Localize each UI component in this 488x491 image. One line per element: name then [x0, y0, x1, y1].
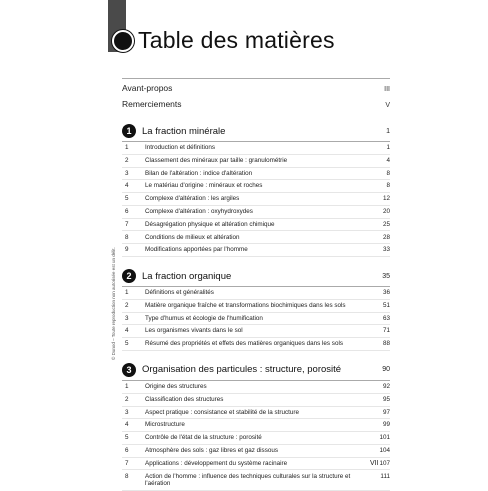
section-number: 2 [125, 395, 129, 403]
section-title: Aspect pratique : consistance et stabilité de la structure [145, 408, 300, 416]
chapter-heading[interactable] [122, 361, 390, 381]
chapter-list [122, 122, 390, 491]
section-title: Conditions de milieux et altération [145, 233, 240, 241]
chapter-2 [122, 267, 390, 351]
toc-section-row[interactable] [122, 219, 390, 232]
toc-entry-page: V [385, 102, 390, 109]
section-number: 1 [125, 144, 129, 152]
section-page: 88 [382, 340, 390, 348]
toc-section-row[interactable] [122, 432, 390, 445]
section-number: 7 [125, 459, 129, 467]
chapter-page: 90 [382, 366, 390, 374]
section-number: 8 [125, 233, 129, 241]
section-page: 95 [382, 395, 390, 403]
section-number: 3 [125, 408, 129, 416]
section-title: Contrôle de l'état de la structure : porosité [145, 434, 262, 442]
toc-entry-title: Remerciements [122, 99, 182, 109]
chapter-3 [122, 361, 390, 491]
toc-section-row[interactable] [122, 142, 390, 155]
page-number: VII [370, 460, 379, 467]
section-page: 8 [386, 182, 390, 190]
section-number: 4 [125, 182, 129, 190]
toc-section-row[interactable] [122, 458, 390, 471]
section-number: 4 [125, 421, 129, 429]
toc-section-row[interactable] [122, 193, 390, 206]
chapter-title: La fraction organique [142, 270, 232, 282]
section-page: 25 [382, 220, 390, 228]
toc-section-row[interactable] [122, 381, 390, 394]
toc-section-row[interactable] [122, 287, 390, 300]
section-page: 8 [386, 169, 390, 177]
toc-section-row[interactable] [122, 394, 390, 407]
section-title: Bilan de l'altération : indice d'altération [145, 169, 253, 177]
section-title: Modifications apportées par l'homme [145, 246, 248, 254]
section-page: 1 [386, 144, 390, 152]
chapter-heading[interactable] [122, 267, 390, 287]
section-title: Type d'humus et écologie de l'humification [145, 314, 263, 322]
section-title: Classement des minéraux par taille : granulométrie [145, 156, 288, 164]
section-number: 5 [125, 195, 129, 203]
chapter-page: 1 [386, 127, 390, 135]
toc-section-row[interactable] [122, 313, 390, 326]
section-page: 101 [379, 434, 390, 442]
section-number: 2 [125, 301, 129, 309]
section-title: Applications : développement du système racinaire [145, 459, 288, 467]
section-page: 111 [380, 472, 390, 480]
section-title: Les organismes vivants dans le sol [145, 327, 243, 335]
page-title: Table des matières [138, 27, 335, 53]
section-number: 3 [125, 169, 129, 177]
section-title: Le matériau d'origine : minéraux et roches [145, 182, 263, 190]
section-number: 6 [125, 446, 129, 454]
table-of-contents [122, 78, 390, 491]
toc-section-row[interactable] [122, 180, 390, 193]
toc-entry-avant-propos[interactable] [122, 78, 390, 96]
section-number: 4 [125, 327, 129, 335]
section-title: Résumé des propriétés et effets des matières organiques dans les sols [145, 340, 343, 348]
chapter-page: 35 [382, 272, 390, 280]
section-number: 8 [125, 472, 129, 480]
section-title: Définitions et généralités [145, 289, 214, 297]
section-page: 4 [386, 156, 390, 164]
chapter-1 [122, 122, 390, 257]
section-page: 33 [382, 246, 390, 254]
section-number: 7 [125, 220, 129, 228]
section-number: 6 [125, 208, 129, 215]
section-title: Complexe d'altération : oxyhydroxydes [145, 208, 253, 215]
chapter-title: Organisation des particules : structure, porosité [142, 364, 342, 376]
toc-section-row[interactable] [122, 338, 390, 351]
copyright-notice: © Dunod – Toute reproduction non autorisée est un délit. [111, 247, 116, 360]
toc-section-row[interactable] [122, 206, 390, 219]
bullet-icon [112, 30, 134, 52]
section-title: Matière organique fraîche et transformations biochimiques dans les sols [145, 301, 346, 309]
toc-entry-title: Avant-propos [122, 83, 173, 93]
toc-section-row[interactable] [122, 407, 390, 420]
chapter-number-badge: 1 [122, 124, 136, 138]
section-page: 71 [382, 327, 390, 335]
section-page: 92 [382, 383, 390, 391]
toc-section-row[interactable] [122, 231, 390, 244]
section-number: 2 [125, 156, 129, 164]
section-page: 51 [382, 301, 390, 309]
section-page: 20 [382, 208, 390, 215]
section-number: 5 [125, 434, 129, 442]
section-title: Microstructure [145, 421, 185, 429]
chapter-heading[interactable] [122, 122, 390, 142]
section-title: Origine des structures [145, 383, 207, 391]
section-title: Complexe d'altération : les argiles [145, 195, 240, 203]
section-number: 1 [125, 289, 129, 297]
section-title: Action de l'homme : influence des techniques culturales sur la structure et l'aération [145, 472, 351, 488]
section-title: Introduction et définitions [145, 144, 216, 152]
section-page: 97 [382, 408, 390, 416]
section-title: Désagrégation physique et altération chimique [145, 220, 275, 228]
chapter-title: La fraction minérale [142, 125, 226, 137]
section-page: 107 [379, 459, 390, 467]
toc-section-row[interactable] [122, 244, 390, 257]
section-page: 63 [382, 314, 390, 322]
section-page: 104 [379, 446, 390, 454]
toc-entry-remerciements[interactable] [122, 96, 390, 112]
chapter-number-badge: 2 [122, 269, 136, 283]
chapter-number-badge: 3 [122, 363, 136, 377]
toc-entry-page: III [384, 86, 390, 93]
section-number: 1 [125, 383, 129, 391]
toc-section-row[interactable] [122, 445, 390, 458]
section-number: 9 [125, 246, 129, 254]
section-title: Atmosphère des sols : gaz libres et gaz dissous [145, 446, 279, 454]
section-number: 3 [125, 314, 129, 322]
section-number: 5 [125, 340, 129, 348]
section-page: 12 [382, 195, 390, 203]
section-title: Classification des structures [145, 395, 224, 403]
section-page: 36 [382, 289, 390, 297]
section-page: 99 [382, 421, 390, 429]
toc-section-row[interactable] [122, 168, 390, 181]
toc-section-row[interactable] [122, 155, 390, 168]
toc-section-row[interactable] [122, 419, 390, 432]
toc-section-row[interactable] [122, 300, 390, 313]
toc-section-row[interactable] [122, 325, 390, 338]
section-page: 28 [382, 233, 390, 241]
